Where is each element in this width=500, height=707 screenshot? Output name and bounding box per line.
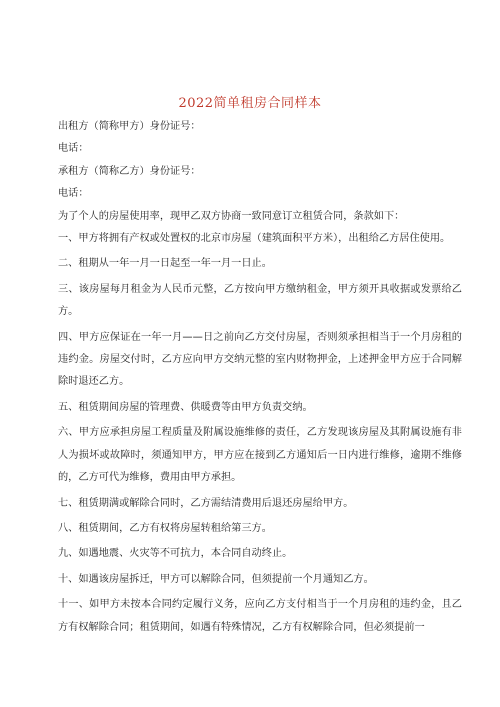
clause-4: 四、甲方应保证在一年一月——日之前向乙方交付房屋，否则须承担相当于一个月房租的违约金。房屋交付时，乙方应向甲方交纳元整的室内财物押金，上述押金甲方应于合同解除时退还乙方。 xyxy=(58,331,462,388)
lessor-id-field: 出租方（简称甲方）身份证号： xyxy=(58,121,201,132)
document-body xyxy=(58,116,462,639)
clause-5: 五、租赁期间房屋的管理费、供暖费等由甲方负责交纳。 xyxy=(58,401,313,413)
clause-10: 十、如遇该房屋拆迁，甲方可以解除合同，但须提前一个月通知乙方。 xyxy=(58,573,374,585)
lessee-phone-field: 电话： xyxy=(58,188,89,200)
clause-7: 七、租赁期满或解除合同时，乙方需结清费用后退还房屋给甲方。 xyxy=(58,497,354,509)
clause-11: 十一、如甲方未按本合同约定履行义务，应向乙方支付相当于一个月房租的违约金，且乙方有权解除合同；租赁期间，如遇有特殊情况，乙方有权解除合同，但必须提前一 xyxy=(58,599,462,633)
document-title: 2022简单租房合同样本 xyxy=(178,96,322,111)
clause-9: 九、如遇地震、火灾等不可抗力，本合同自动终止。 xyxy=(58,548,293,560)
lessor-phone-field: 电话： xyxy=(58,143,89,155)
clause-6: 六、甲方应承担房屋工程质量及附属设施维修的责任，乙方发现该房屋及其附属设施有非人为损坏或故障时，须通知甲方，甲方应在接到乙方通知后一日内进行维修，逾期不维修的，乙方可代为维修，费用由甲方承担。 xyxy=(58,427,462,484)
clause-2: 二、租期从一年一月一日起至一年一月一日止。 xyxy=(58,258,272,270)
clause-8: 八、租赁期间，乙方有权将房屋转租给第三方。 xyxy=(58,522,272,534)
intro-paragraph: 为了个人的房屋使用率，现甲乙双方协商一致同意订立租赁合同，条款如下： xyxy=(58,210,405,222)
lessee-id-field: 承租方（简称乙方）身份证号： xyxy=(58,165,201,177)
clause-1: 一、甲方将拥有产权或处置权的北京市房屋（建筑面积平方米），出租给乙方居住使用。 xyxy=(58,233,451,245)
clause-3: 三、该房屋每月租金为人民币元整，乙方按向甲方缴纳租金，甲方须开具收据或发票给乙方。 xyxy=(58,283,462,318)
